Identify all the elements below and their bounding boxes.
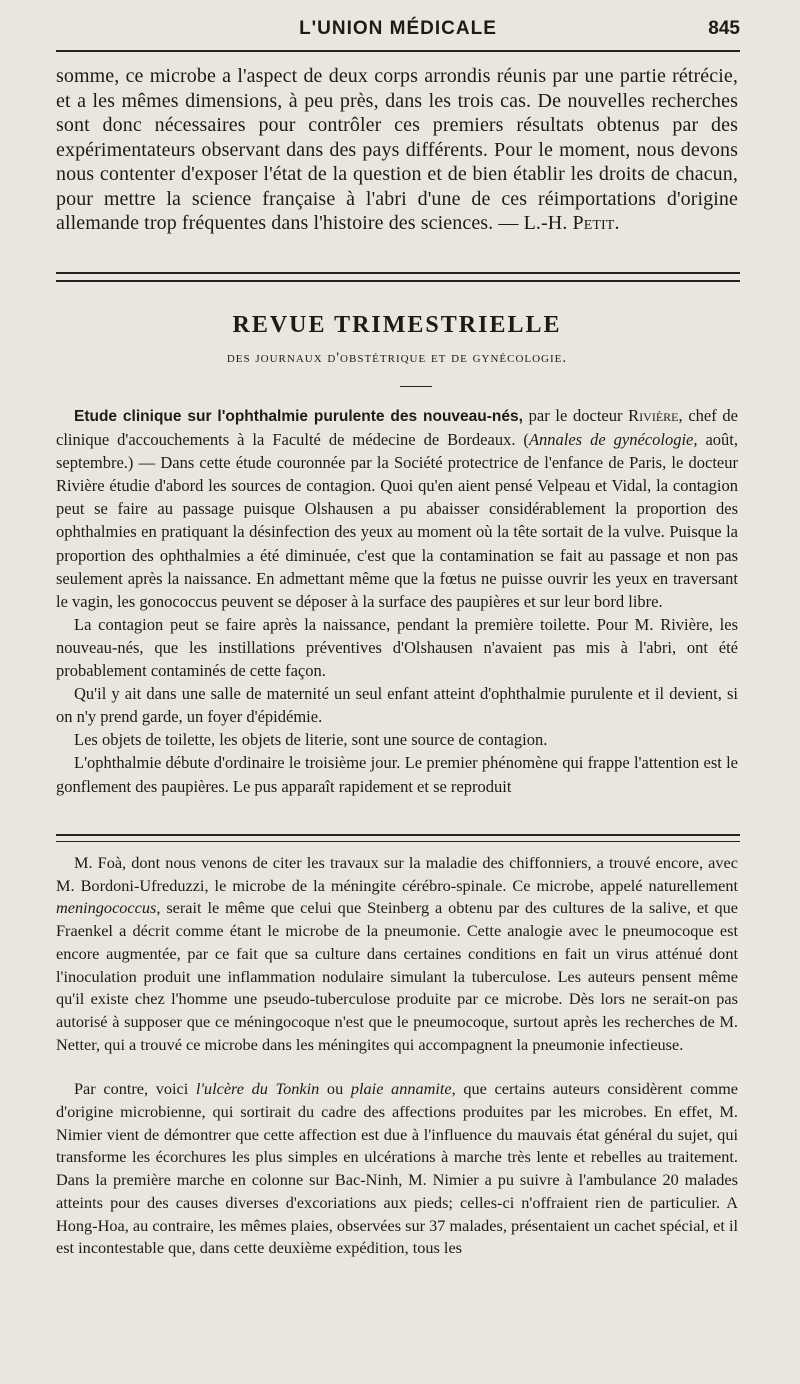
article-text: , août, septembre.) — Dans cette étude couronnée par la Société protectrice de l'enfance de Paris, le docteur Rivière étudie d'abord les sources de contagion. Quoi qu'en aient pensé Velpeau et Vidal, la contagion peut se faire au passage puisque Olshausen a pu abaisser considérablement la proportion des ophthalmies en pratiquant la désinfection des yeux au moment où la tête sortait de la vulve. Puisque la proportion des ophthalmies a été diminuée, c'est que la contamination se fait au passage et non pas seulement après la naissance. En admettant même que la fœtus ne puisse ouvrir les yeux en traversant le vagin, les gonococcus peuvent se déposer à la surface des paupières et sur leur bord libre. (56, 430, 739, 611)
section-title: REVUE TRIMESTRIELLE (232, 312, 562, 338)
article-paragraph: La contagion peut se faire après la naissance, pendant la première toilette. Pour M. Rivière, les nouveau-nés, que les instillations préventives d'Olshausen n'avaient pas mis à l'abri, ont été probablement contaminés de cette façon. (56, 614, 738, 681)
article-author: Rivière (628, 406, 679, 425)
italic-term: meningococcus (56, 898, 157, 918)
lower-text: , serait le même que celui que Steinberg a obtenu par des cultures de la salive, et que Fraenkel a décrit comme étant le microbe de la pneumonie. Cette analogie avec le pneumocoque est encore augmentée, par ce fait que sa culture dans certaines conditions en fait un virus atténué dont l'inoculation produit une inflammation nodulaire simulant la tuberculose. Les auteurs pensent même qu'il existe chez l'homme une pseudo-tuberculose produite par ce microbe. Dès lors ne serait-on pas autorisé à supposer que ce méningocoque n'est que le pneumocoque, surtout après les recherches de M. Netter, qui a trouvé ce microbe dans les méningites qui accompagnent la pneumonie infectieuse. (56, 898, 738, 1054)
lower-text: ou (319, 1079, 351, 1099)
lower-text: M. Foà, dont nous venons de citer les travaux sur la maladie des chiffonniers, a trouvé encore, avec M. Bordoni-Ufreduzzi, le microbe de la méningite cérébro-spinale. Ce microbe, appelé naturellement (56, 853, 738, 895)
article-paragraph: L'ophthalmie débute d'ordinaire le troisième jour. Le premier phénomène qui frappe l'attention est le gonflement des paupières. Le pus apparaît rapidement et se reproduit (56, 753, 738, 796)
journal-name: Annales de gynécologie (528, 430, 694, 450)
running-head (56, 18, 740, 46)
lower-column (56, 852, 738, 1260)
feuilleton-divider (56, 834, 740, 842)
article-body (56, 404, 738, 798)
header-rule (56, 50, 740, 52)
article-paragraph: Qu'il y ait dans une salle de maternité un seul enfant atteint d'ophthalmie purulente et il devient, si on n'y prend garde, un foyer d'épidémie. (56, 684, 738, 727)
journal-title: L'UNION MÉDICALE (299, 18, 497, 39)
italic-term: plaie annamite (350, 1079, 452, 1099)
section-subtitle: des journaux d'obstétrique et de gynécologie. (226, 350, 568, 366)
article-text: par le docteur (522, 406, 629, 425)
lower-text: , que certains auteurs considèrent comme d'origine microbienne, qui sortirait du cadre des affections produites par les microbes. En effet, M. Nimier vient de démontrer que cette affection est due à l'influence du mauvais état général du sujet, qui transforme les écorchures les plus simples en ulcérations à marche très lente et rebelles au traitement. Dans la première marche en colonne sur Bac-Ninh, M. Nimier a pu suivre à l'ambulance 20 malades atteints pour des causes diverses d'excoriations aux pieds; celles-ci n'offraient rien de particulier. A Hong-Hoa, au contraire, les mêmes plaies, observées sur 37 malades, présentaient un cachet spécial, et il est incontestable que, dans cette deuxième expédition, tous les (56, 1079, 739, 1258)
lower-paragraph (56, 852, 738, 1056)
intro-text: somme, ce microbe a l'aspect de deux corps arrondis réunis par une partie rétrécie, et a les mêmes dimensions, à peu près, dans les trois cas. De nouvelles recherches sont donc nécessaires pour contrôler ces premiers résultats obtenus par des expérimentateurs observant dans des pays différents. Pour le moment, nous devons nous contenter d'exposer l'état de la question et de bien établir les droits de chacun, pour mettre la science française à l'abri d'une de ces réimportations d'origine allemande trop fréquentes dans l'histoire des sciences. — (56, 65, 738, 234)
intro-signature: L.-H. Petit. (523, 212, 620, 234)
lower-text: Par contre, voici (74, 1079, 196, 1099)
page-number: 845 (708, 18, 740, 39)
study-title: Etude clinique sur l'ophthalmie purulente des nouveau-nés, (74, 408, 523, 425)
section-divider (56, 272, 740, 282)
intro-paragraph (56, 64, 738, 236)
italic-term: l'ulcère du Tonkin (195, 1079, 320, 1099)
article-lead-paragraph (56, 404, 738, 613)
article-text: , chef de clinique d'accouchements à la Faculté de médecine de Bordeaux. ( (56, 406, 738, 450)
article-paragraph: Les objets de toilette, les objets de literie, sont une source de contagion. (74, 730, 548, 750)
paragraph-gap (56, 1056, 738, 1078)
short-divider (400, 386, 432, 387)
lower-paragraph (56, 1078, 738, 1260)
